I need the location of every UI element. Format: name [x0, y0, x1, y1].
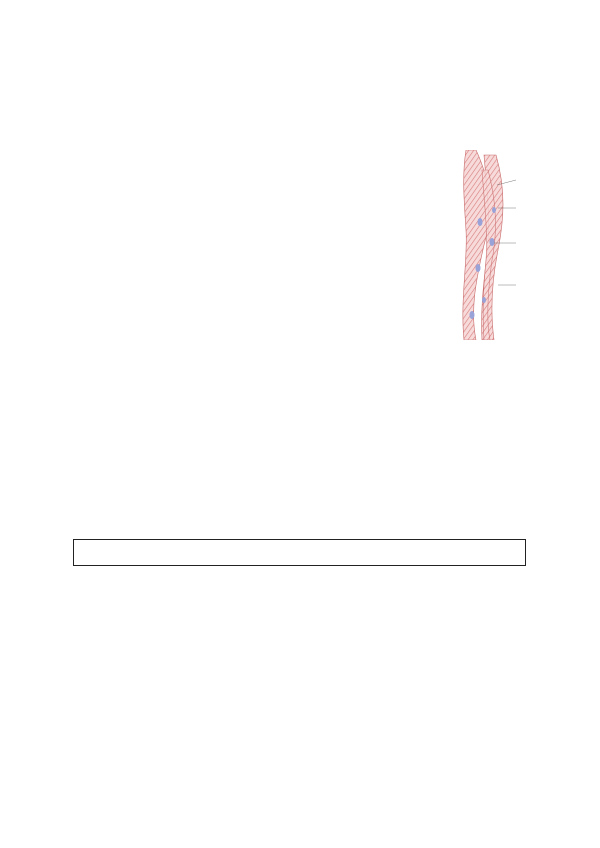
table-header-row [74, 540, 526, 566]
smooth-muscle-figure [454, 150, 554, 340]
table-header-cell [74, 540, 526, 566]
tipos-table [73, 539, 526, 566]
